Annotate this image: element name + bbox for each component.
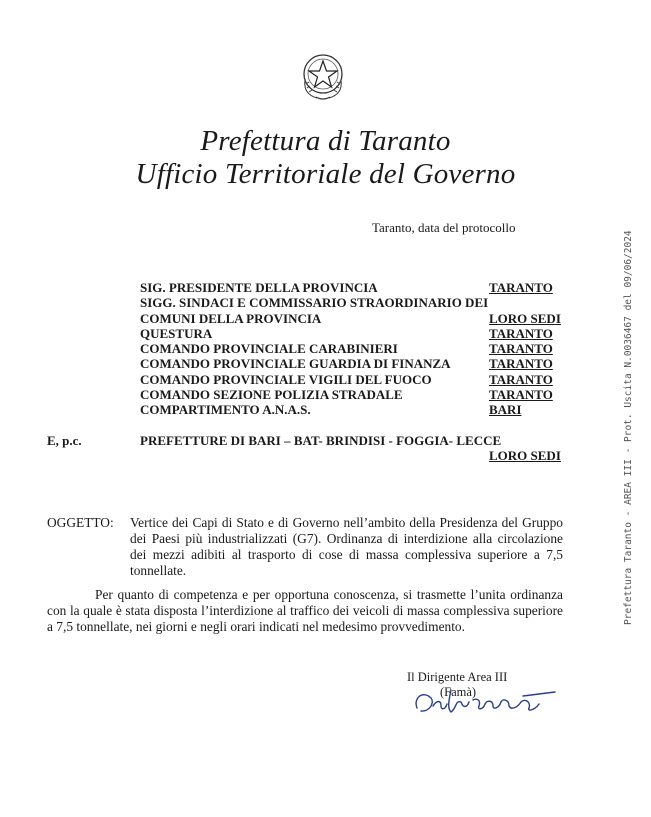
recipient-name: COMUNI DELLA PROVINCIA — [140, 310, 322, 326]
recipient-row — [140, 326, 565, 341]
recipient-name: COMANDO PROVINCIALE VIGILI DEL FUOCO — [140, 371, 432, 387]
recipient-place: TARANTO — [489, 325, 553, 341]
italian-republic-emblem-icon — [299, 50, 347, 102]
recipient-row — [140, 372, 565, 387]
office-title: Prefettura di Taranto — [200, 125, 451, 157]
signatory-name: (Famà) — [440, 685, 477, 699]
recipient-row — [140, 311, 565, 326]
recipient-name: QUESTURA — [140, 325, 213, 341]
subject-text: Vertice dei Capi di Stato e di Governo nell’ambito della Presidenza del Gruppo dei Paesi più industrializzati (G7). Ordinanza di interdizione alla circolazione dei mezzi adibiti al trasporto di cose di massa complessiva superiore a 7,5 tonnellate. — [130, 515, 563, 578]
handwritten-signature — [405, 678, 565, 720]
recipient-place: TARANTO — [489, 356, 553, 372]
recipient-name: COMPARTIMENTO A.N.A.S. — [140, 402, 311, 418]
epc-recipients: PREFETTURE DI BARI – BAT- BRINDISI - FOGGIA- LECCE — [140, 433, 502, 448]
office-subtitle: Ufficio Territoriale del Governo — [135, 158, 516, 190]
recipient-name: COMANDO PROVINCIALE GUARDIA DI FINANZA — [140, 356, 451, 372]
subject-label: OGGETTO: — [47, 515, 114, 530]
recipient-row — [140, 295, 565, 310]
recipient-row — [140, 387, 565, 402]
subject-block — [47, 515, 563, 579]
recipient-place: TARANTO — [489, 387, 553, 403]
epc-place: LORO SEDI — [489, 448, 561, 463]
recipient-row — [140, 356, 565, 371]
recipient-name: COMANDO PROVINCIALE CARABINIERI — [140, 341, 398, 357]
recipient-row — [140, 280, 565, 295]
recipient-name: SIG. PRESIDENTE DELLA PROVINCIA — [140, 280, 378, 295]
date-line: Taranto, data del protocollo — [372, 220, 516, 235]
recipient-row — [140, 402, 565, 417]
body-paragraph: Per quanto di competenza e per opportuna conoscenza, si trasmette l’unita ordinanza con la quale è stata disposta l’interdizione al traffico dei veicoli di massa complessiva superiore a 7,5 tonnellate, nei giorni e negli orari indicati nel medesimo provvedimento. — [47, 587, 563, 634]
signatory-role: Il Dirigente Area III — [407, 670, 508, 684]
recipient-place: TARANTO — [489, 341, 553, 357]
protocol-number: Prefettura Taranto - AREA III - Prot. Uscita N.0036467 del 09/06/2024 — [623, 230, 634, 625]
recipient-row — [140, 341, 565, 356]
recipient-name: COMANDO SEZIONE POLIZIA STRADALE — [140, 387, 403, 403]
epc-label: E, p.c. — [47, 433, 82, 448]
recipient-place: TARANTO — [489, 280, 553, 295]
recipients-list — [140, 280, 565, 418]
recipient-name: SIGG. SINDACI E COMMISSARIO STRAORDINARIO DEI — [140, 295, 489, 311]
recipient-place: BARI — [489, 402, 522, 418]
recipient-place: LORO SEDI — [489, 310, 561, 326]
recipient-place: TARANTO — [489, 371, 553, 387]
